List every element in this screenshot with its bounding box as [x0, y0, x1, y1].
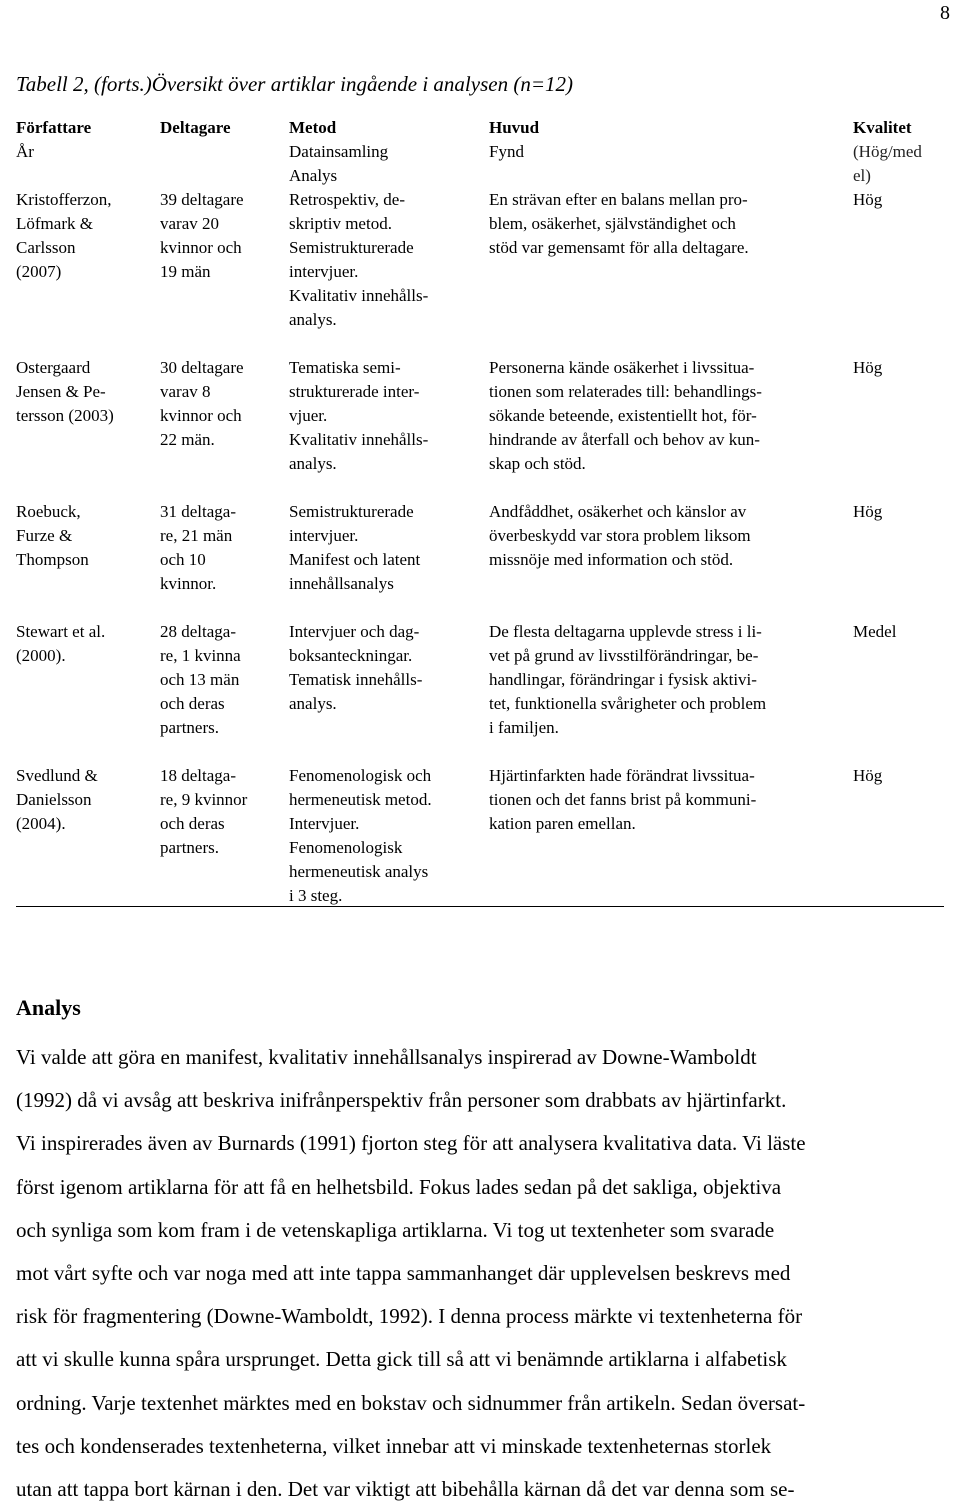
cell-text-line: skap och stöd.	[489, 454, 586, 473]
cell-text-line: analys.	[289, 694, 337, 713]
cell-text-line: analys.	[289, 310, 337, 329]
cell-text-line: Kvalitativ innehålls-	[289, 286, 429, 305]
header-findings-cell	[489, 116, 834, 164]
cell-text-line: Medel	[853, 622, 897, 641]
cell-text-line: tet, funktionella svårigheter och problem	[489, 694, 767, 713]
paragraph-line: risk för fragmentering (Downe-Wamboldt, 1992). I denna process märkte vi textenheterna för	[16, 1304, 803, 1329]
paragraph-line: att vi skulle kunna spåra ursprunget. Detta gick till så att vi benämnde artiklarna i alfabetisk	[16, 1347, 787, 1372]
cell-text-line: intervjuer.	[289, 526, 359, 545]
cell-text-line: tionen som relaterades till: behandlings-	[489, 382, 762, 401]
cell-text-line: Manifest och latent	[289, 550, 421, 569]
quality-cell	[853, 188, 948, 212]
cell-text-line: kvinnor och	[160, 406, 242, 425]
cell-text-line: missnöje med information och stöd.	[489, 550, 734, 569]
cell-text-line: Fenomenologisk	[289, 838, 403, 857]
cell-text-line: (2004).	[16, 814, 66, 833]
cell-text-line: och 13 män	[160, 670, 240, 689]
quality-cell	[853, 500, 948, 524]
participants-cell	[160, 356, 286, 452]
cell-text-line: re, 1 kvinna	[160, 646, 241, 665]
cell-text-line: Andfåddhet, osäkerhet och känslor av	[489, 502, 747, 521]
cell-text-line: Kristofferzon,	[16, 190, 112, 209]
paragraph-line: och synliga som kom fram i de vetenskapliga artiklarna. Vi tog ut textenheter som svarade	[16, 1217, 775, 1242]
cell-text-line: Datainsamling	[289, 142, 389, 161]
cell-text-line: blem, osäkerhet, självständighet och	[489, 214, 736, 233]
paragraph-line: Vi inspirerades även av Burnards (1991) fjorton steg för att analysera kvalitativa data. Vi läste	[16, 1131, 806, 1156]
method-cell	[289, 356, 484, 476]
cell-text-line: el)	[853, 166, 871, 185]
method-cell	[289, 500, 484, 596]
paragraph-line: (1992) då vi avsåg att beskriva inifrånperspektiv från personer som drabbats av hjärtinfarkt.	[16, 1088, 787, 1113]
participants-cell	[160, 500, 286, 596]
method-cell	[289, 764, 484, 908]
cell-text-line: Danielsson	[16, 790, 92, 809]
cell-text-line: i familjen.	[489, 718, 559, 737]
cell-text-line: skriptiv metod.	[289, 214, 392, 233]
cell-text-line: partners.	[160, 718, 220, 737]
cell-text-line: De flesta deltagarna upplevde stress i li-	[489, 622, 762, 641]
cell-text-line: re, 21 män	[160, 526, 233, 545]
cell-text-line: Tematisk innehålls-	[289, 670, 423, 689]
cell-text-line: kvinnor och	[160, 238, 242, 257]
cell-text-line: Personerna kände osäkerhet i livssitua-	[489, 358, 755, 377]
cell-text-line: (2007)	[16, 262, 62, 281]
cell-text-line: vjuer.	[289, 406, 328, 425]
cell-text-line: intervjuer.	[289, 262, 359, 281]
cell-text-line: varav 20	[160, 214, 220, 233]
cell-text-line: Deltagare	[160, 118, 231, 137]
findings-cell	[489, 356, 834, 476]
cell-text-line: Fynd	[489, 142, 524, 161]
cell-text-line: Intervjuer.	[289, 814, 360, 833]
cell-text-line: handlingar, förändringar i fysisk aktivi-	[489, 670, 757, 689]
cell-text-line: sökande beteende, existentiellt hot, för-	[489, 406, 757, 425]
header-author-cell	[16, 116, 156, 164]
cell-text-line: Hög	[853, 502, 883, 521]
cell-text-line: och deras	[160, 694, 225, 713]
header-quality-cell	[853, 116, 948, 188]
cell-text-line: Semistrukturerade	[289, 238, 414, 257]
cell-text-line: re, 9 kvinnor	[160, 790, 248, 809]
cell-text-line: (Hög/med	[853, 142, 922, 161]
cell-text-line: 30 deltagare	[160, 358, 244, 377]
cell-text-line: Hög	[853, 766, 883, 785]
findings-cell	[489, 188, 834, 260]
cell-text-line: Kvalitet	[853, 118, 912, 137]
cell-text-line: hermeneutisk analys	[289, 862, 429, 881]
cell-text-line: 39 deltagare	[160, 190, 244, 209]
cell-text-line: vet på grund av livsstilförändringar, be-	[489, 646, 759, 665]
cell-text-line: partners.	[160, 838, 220, 857]
cell-text-line: varav 8	[160, 382, 211, 401]
cell-text-line: Thompson	[16, 550, 89, 569]
paragraph-line: ordning. Varje textenhet märktes med en bokstav och sidnummer från artikeln. Sedan översat-	[16, 1390, 806, 1415]
cell-text-line: Jensen & Pe-	[16, 382, 106, 401]
cell-text-line: Tematiska semi-	[289, 358, 401, 377]
cell-text-line: (2000).	[16, 646, 66, 665]
cell-text-line: Intervjuer och dag-	[289, 622, 420, 641]
quality-cell	[853, 356, 948, 380]
cell-text-line: kvinnor.	[160, 574, 217, 593]
participants-cell	[160, 620, 286, 740]
cell-text-line: Metod	[289, 118, 337, 137]
findings-cell	[489, 620, 834, 740]
section-heading: Analys	[16, 995, 81, 1020]
paragraph-line: utan att tappa bort kärnan i den. Det var viktigt att bibehålla kärnan då det var denna som se-	[16, 1477, 795, 1502]
participants-cell	[160, 188, 286, 284]
cell-text-line: och 10	[160, 550, 206, 569]
cell-text-line: Huvud	[489, 118, 540, 137]
cell-text-line: Semistrukturerade	[289, 502, 414, 521]
cell-text-line: Hög	[853, 190, 883, 209]
cell-text-line: 22 män.	[160, 430, 215, 449]
cell-text-line: i 3 steg.	[289, 886, 343, 905]
cell-text-line: och deras	[160, 814, 225, 833]
cell-text-line: kation paren emellan.	[489, 814, 636, 833]
cell-text-line: hindrande av återfall och behov av kun-	[489, 430, 760, 449]
paragraph-line: mot vårt syfte och var noga med att inte tappa sammanhanget där upplevelsen beskrevs med	[16, 1261, 791, 1286]
cell-text-line: Retrospektiv, de-	[289, 190, 405, 209]
cell-text-line: strukturerade inter-	[289, 382, 420, 401]
header-method-cell	[289, 116, 484, 188]
cell-text-line: Carlsson	[16, 238, 76, 257]
cell-text-line: analys.	[289, 454, 337, 473]
header-participants-cell	[160, 116, 286, 140]
cell-text-line: överbeskydd var stora problem liksom	[489, 526, 751, 545]
cell-text-line: År	[16, 142, 34, 161]
method-cell	[289, 620, 484, 716]
author-cell	[16, 764, 156, 836]
paragraph-line: Vi valde att göra en manifest, kvalitativ innehållsanalys inspirerad av Downe-Wamboldt	[16, 1045, 757, 1069]
section-body	[16, 1036, 946, 1511]
quality-cell	[853, 620, 948, 644]
table-caption: Tabell 2, (forts.)Översikt över artiklar ingående i analysen (n=12)	[16, 72, 573, 96]
method-cell	[289, 188, 484, 332]
cell-text-line: Roebuck,	[16, 502, 81, 521]
cell-text-line: En strävan efter en balans mellan pro-	[489, 190, 748, 209]
cell-text-line: Kvalitativ innehålls-	[289, 430, 429, 449]
cell-text-line: Ostergaard	[16, 358, 91, 377]
cell-text-line: tersson (2003)	[16, 406, 114, 425]
cell-text-line: 28 deltaga-	[160, 622, 236, 641]
quality-cell	[853, 764, 948, 788]
findings-cell	[489, 500, 834, 572]
cell-text-line: 19 män	[160, 262, 211, 281]
author-cell	[16, 356, 156, 428]
cell-text-line: hermeneutisk metod.	[289, 790, 432, 809]
cell-text-line: stöd var gemensamt för alla deltagare.	[489, 238, 749, 257]
cell-text-line: Stewart et al.	[16, 622, 106, 641]
cell-text-line: Fenomenologisk och	[289, 766, 432, 785]
findings-cell	[489, 764, 834, 836]
cell-text-line: Svedlund &	[16, 766, 98, 785]
paragraph-line: först igenom artiklarna för att få en helhetsbild. Fokus lades sedan på det sakliga, objektiva	[16, 1174, 782, 1199]
paragraph-line: tes och kondenserades textenheterna, vilket innebar att vi minskade textenheternas storlek	[16, 1433, 772, 1458]
page-number: 8	[940, 2, 950, 24]
cell-text-line: 18 deltaga-	[160, 766, 236, 785]
cell-text-line: boksanteckningar.	[289, 646, 413, 665]
author-cell	[16, 500, 156, 572]
cell-text-line: 31 deltaga-	[160, 502, 236, 521]
cell-text-line: innehållsanalys	[289, 574, 394, 593]
table-bottom-rule	[16, 906, 944, 907]
cell-text-line: tionen och det fanns brist på kommuni-	[489, 790, 757, 809]
participants-cell	[160, 764, 286, 860]
author-cell	[16, 620, 156, 668]
cell-text-line: Författare	[16, 118, 92, 137]
cell-text-line: Löfmark &	[16, 214, 93, 233]
cell-text-line: Hjärtinfarkten hade förändrat livssitua-	[489, 766, 755, 785]
author-cell	[16, 188, 156, 284]
cell-text-line: Hög	[853, 358, 883, 377]
cell-text-line: Furze &	[16, 526, 73, 545]
cell-text-line: Analys	[289, 166, 338, 185]
